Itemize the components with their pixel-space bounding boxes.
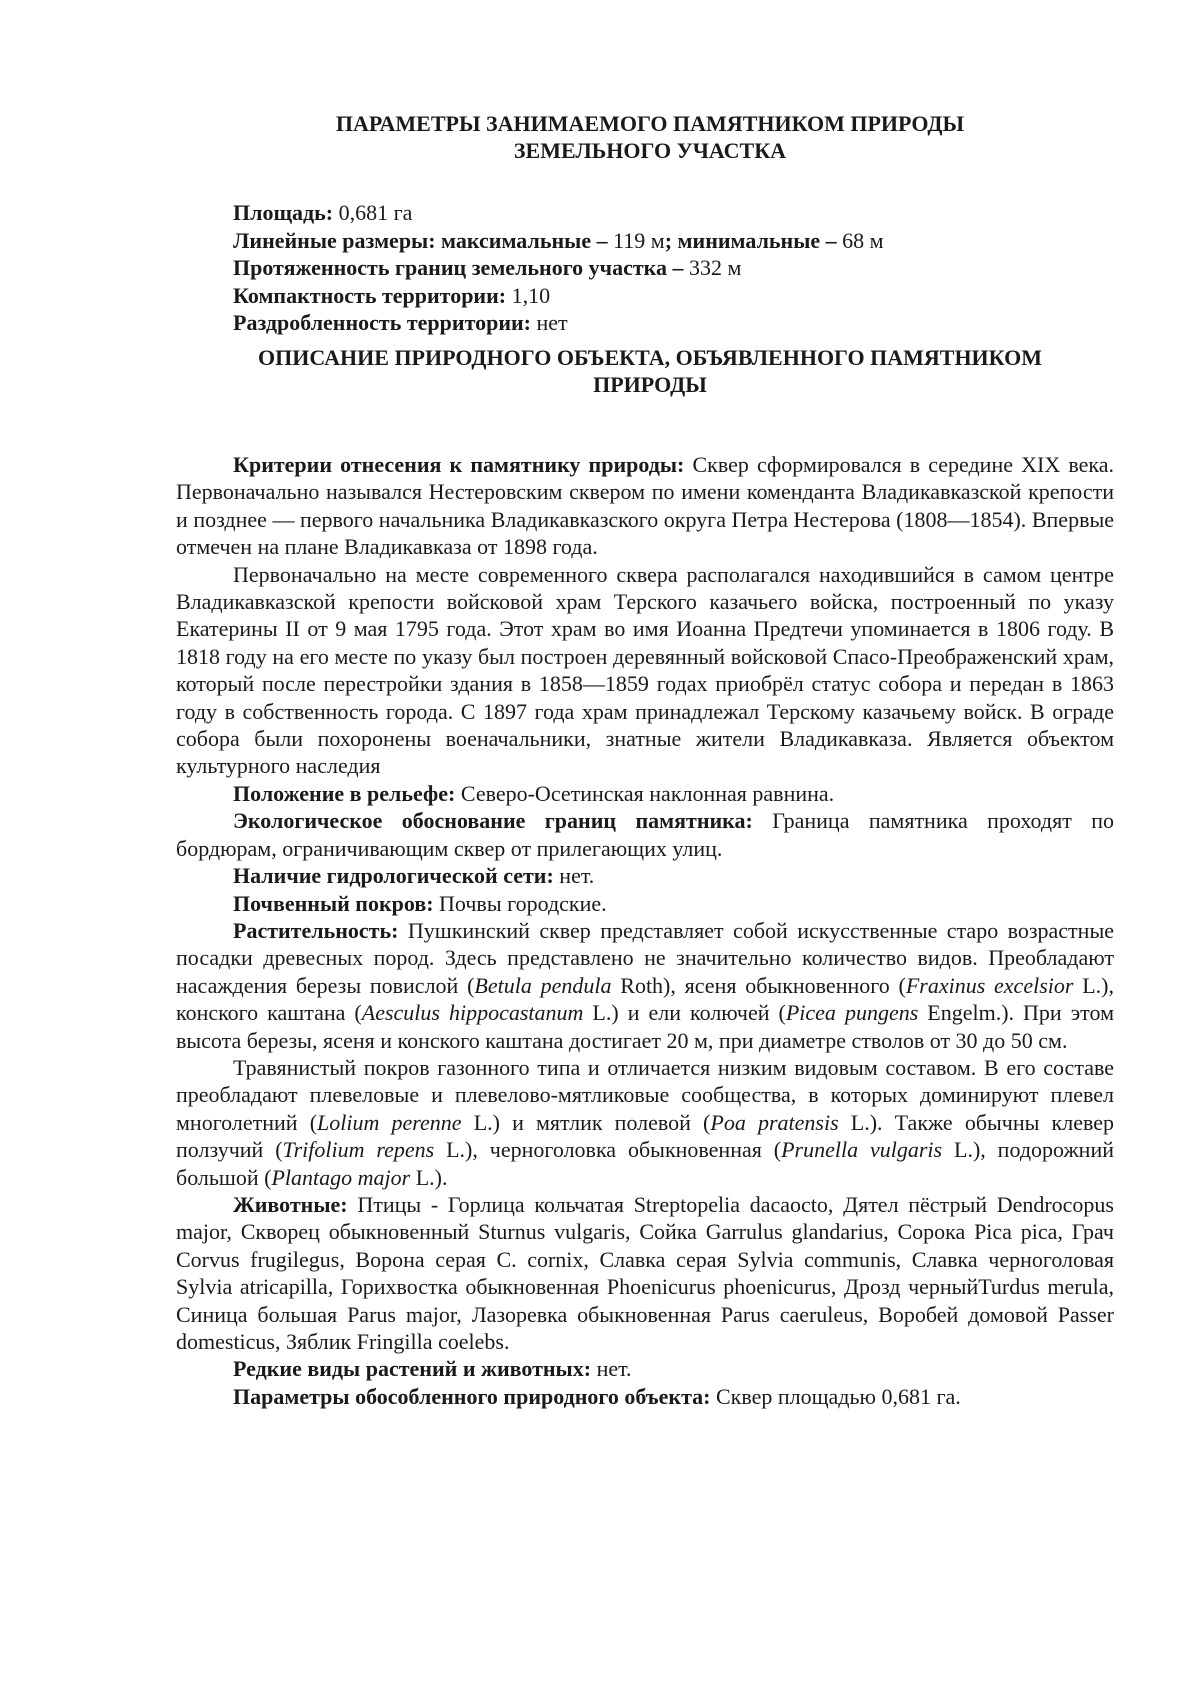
paragraph-text: Roth), ясеня обыкновенного ( (611, 972, 906, 998)
param-compactness (233, 282, 1113, 310)
paragraph-text: Граница памятника проходят по бордюрам, ограничивающим сквер от прилегающих улиц. (176, 808, 1114, 861)
param-label: Компактность территории: (233, 282, 507, 308)
paragraph-ecology (176, 807, 1114, 862)
section-title-land-parameters (180, 110, 1120, 164)
run-in-label: Положение в рельефе: (233, 780, 456, 806)
title-line-2: ПРИРОДЫ (593, 372, 707, 397)
param-border-length (233, 254, 1113, 282)
species-name: Poa pratensis (710, 1109, 839, 1135)
run-in-label: Растительность: (233, 917, 399, 943)
section-title-description (180, 344, 1120, 398)
paragraph-text: Травянистый покров газонного типа и отличается низким видовым составом. В его составе преобладают плевеловые и плевелово-мятликовые сообщества, в которых доминируют плевел многолетний ( (176, 1054, 1114, 1135)
param-fragmentation (233, 309, 1113, 337)
paragraph-separate-object (176, 1383, 1114, 1410)
param-value: 68 м (842, 227, 884, 253)
paragraph-text: Птицы - Горлица кольчатая Streptopelia dacaocto, Дятел пёстрый Dendrocopus major, Скворец обыкновенный Sturnus vulgaris, Сойка Garrulus glandarius, Сорока Pica pica, Грач Corvus frugilegus, Ворона серая C. cornix, Славка серая Sylvia communis, Славка черноголовая Sylvia atricapilla, Горихвостка обыкновенная Phoenicurus phoenicurus, Дрозд черныйTurdus merula, Синица большая Parus major, Лазоревка обыкновенная Parus caeruleus, Воробей домовой Passer domesticus, Зяблик Fringilla coelebs. (176, 1191, 1114, 1354)
paragraph-rare-species (176, 1355, 1114, 1382)
run-in-label: Параметры обособленного природного объекта: (233, 1383, 711, 1409)
run-in-label: Редкие виды растений и животных: (233, 1356, 592, 1382)
paragraph-text: L.). (410, 1164, 448, 1190)
title-line-1: ОПИСАНИЕ ПРИРОДНОГО ОБЪЕКТА, ОБЪЯВЛЕННОГО ПАМЯТНИКОМ (258, 345, 1042, 370)
param-value: 119 м (613, 227, 665, 253)
paragraph-grass-cover (176, 1054, 1114, 1191)
paragraph-text: L.) и ели колючей ( (583, 1000, 786, 1026)
paragraph-text: L.), подорожний большой ( (176, 1137, 1114, 1190)
param-value: нет (531, 310, 568, 335)
species-name: Aesculus hippocastanum (361, 1000, 584, 1026)
run-in-label: Экологическое обоснование границ памятника: (233, 808, 753, 834)
param-value: 0,681 га (333, 200, 413, 225)
paragraph-text: Пушкинский сквер представляет собой искусственные старо возрастные посадки древесных пород. Здесь представлено не значительно количество видов. Преобладают насаждения березы повислой ( (176, 917, 1114, 998)
paragraph-text: Сквер площадью 0,681 га. (710, 1383, 961, 1409)
paragraph-animals (176, 1191, 1114, 1355)
paragraph-text: Северо-Осетинская наклонная равнина. (455, 780, 835, 806)
species-name: Lolium perenne (317, 1109, 462, 1135)
species-name: Betula pendula (474, 972, 612, 998)
param-label: Линейные размеры: максимальные – (233, 227, 614, 253)
paragraph-text: L.), черноголовка обыкновенная ( (434, 1137, 782, 1163)
paragraph-text: L.), конского каштана ( (176, 972, 1114, 1026)
param-label: Площадь: (233, 200, 334, 225)
paragraph-hydrology (176, 862, 1114, 889)
run-in-label: Наличие гидрологической сети: (233, 863, 554, 889)
species-name: Fraxinus excelsior (905, 972, 1074, 998)
param-area (233, 199, 1113, 227)
run-in-label: Почвенный покров: (233, 890, 434, 916)
paragraph-text: нет. (591, 1356, 632, 1382)
paragraph-history: Первоначально на месте современного сквера располагался находившийся в самом центре Владикавказской крепости войсковой храм Терского казачьего войска, построенный по указу Екатерины II от 9 мая 1795 года. Этот храм во имя Иоанна Предтечи упоминается в 1806 году. В 1818 году на его месте по указу был построен деревянный войсковой Спасо-Преображенский храм, который после перестройки здания в 1858—1859 годах приобрёл статус собора и передан в 1863 году в собственность города. С 1897 года храм принадлежал Терскому казачьему войск. В ограде собора были похоронены военачальники, знатные жители Владикавказа. Является объектом культурного наследия (176, 561, 1114, 779)
species-name: Trifolium repens (282, 1137, 435, 1163)
title-line-2: ЗЕМЕЛЬНОГО УЧАСТКА (513, 138, 787, 163)
paragraph-text: Сквер сформировался в середине XIX века. Первоначально назывался Нестеровским сквером по имени коменданта Владикавказской крепости и позднее — первого начальника Владикавказского округа Петра Нестерова (1808—1854). Впервые отмечен на плане Владикавказа от 1898 года. (176, 452, 1114, 560)
description-body (176, 451, 1114, 1410)
param-label: Протяженность границ земельного участка – (233, 255, 689, 280)
paragraph-text: L.) и мятлик полевой ( (461, 1109, 711, 1135)
title-line-1: ПАРАМЕТРЫ ЗАНИМАЕМОГО ПАМЯТНИКОМ ПРИРОДЫ (335, 111, 965, 136)
run-in-label: Животные: (233, 1191, 348, 1217)
species-name: Picea pungens (785, 1000, 919, 1026)
paragraph-vegetation (176, 917, 1114, 1054)
param-linear-size (233, 227, 1113, 255)
param-value: 332 м (688, 255, 742, 280)
paragraph-soil (176, 890, 1114, 917)
species-name: Prunella vulgaris (781, 1137, 943, 1163)
species-name: Plantago major (271, 1164, 411, 1190)
land-parameters-list (233, 199, 1113, 337)
paragraph-text: Engelm.). При этом высота березы, ясеня и конского каштана достигает 20 м, при диаметре стволов от 30 до 50 см. (176, 1000, 1114, 1053)
paragraph-text: L.). Также обычны клевер ползучий ( (176, 1109, 1115, 1163)
param-label: Раздробленность территории: (233, 310, 532, 335)
paragraph-text: Почвы городские. (433, 890, 607, 916)
paragraph-criteria (176, 451, 1114, 561)
run-in-label: Критерии отнесения к памятнику природы: (233, 452, 685, 477)
paragraph-relief (176, 780, 1114, 807)
param-label: ; минимальные – (664, 227, 843, 253)
paragraph-text: нет. (553, 863, 595, 889)
param-value: 1,10 (506, 282, 551, 308)
